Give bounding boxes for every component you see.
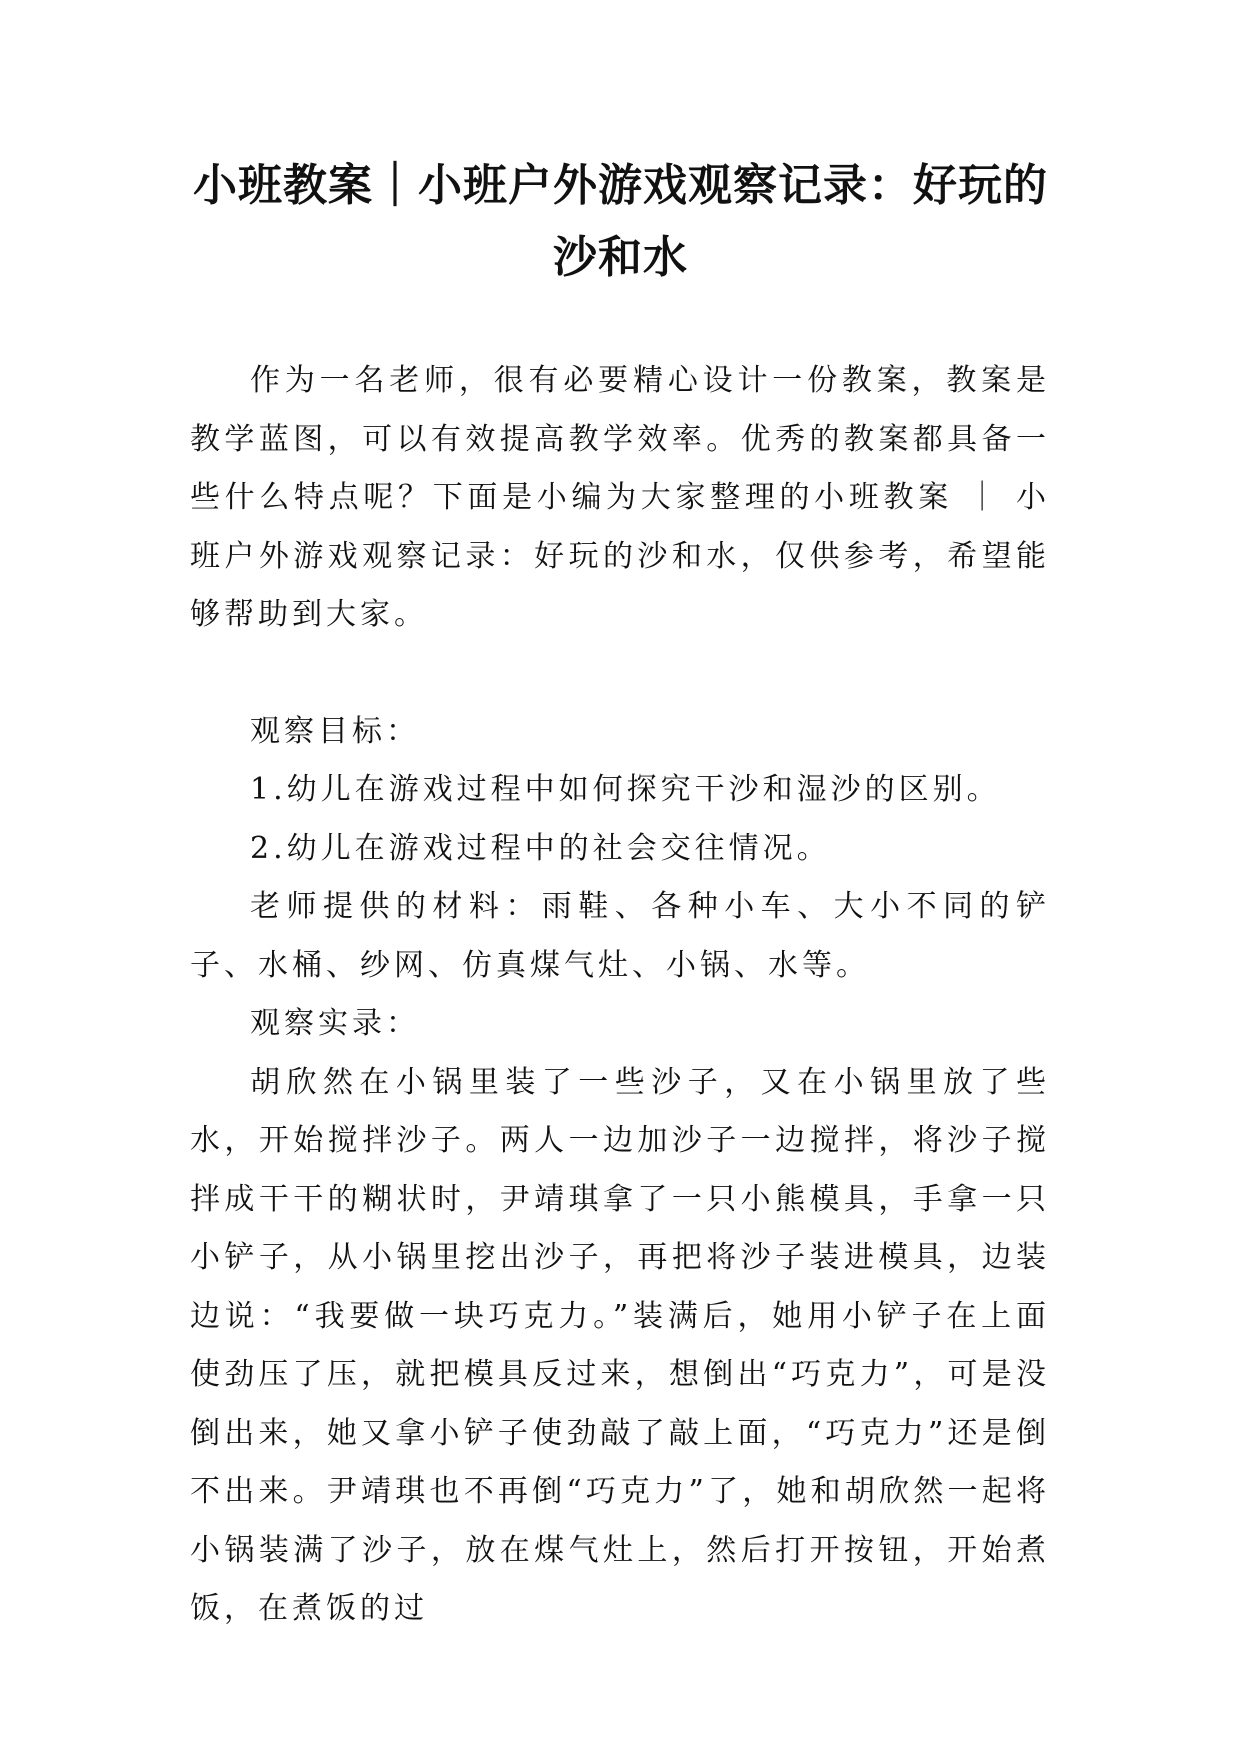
intro-paragraph: 作为一名老师，很有必要精心设计一份教案，教案是教学蓝图，可以有效提高教学效率。优秀的教案都具备一些什么特点呢？下面是小编为大家整理的小班教案 ｜ 小班户外游戏观察记录：好玩的沙和水，仅供参考，希望能够帮助到大家。: [190, 363, 1050, 632]
materials-paragraph: 老师提供的材料：雨鞋、各种小车、大小不同的铲子、水桶、纱网、仿真煤气灶、小锅、水等。: [190, 889, 1050, 983]
record-heading: 观察实录：: [250, 1006, 420, 1041]
title-line-1: 小班教案｜小班户外游戏观察记录：好玩的: [193, 160, 1048, 211]
record-paragraph: 胡欣然在小锅里装了一些沙子，又在小锅里放了些水，开始搅拌沙子。两人一边加沙子一边搅拌，将沙子搅拌成干干的糊状时，尹靖琪拿了一只小熊模具，手拿一只小铲子，从小锅里挖出沙子，再把将沙子装进模具，边装边说：“我要做一块巧克力。”装满后，她用小铲子在上面使劲压了压，就把模具反过来，想倒出“巧克力”，可是没倒出来，她又拿小铲子使劲敲了敲上面，“巧克力”还是倒不出来。尹靖琪也不再倒“巧克力”了，她和胡欣然一起将小锅装满了沙子，放在煤气灶上，然后打开按钮，开始煮饭，在煮饭的过: [190, 1064, 1050, 1626]
goal-item-2: 2.幼儿在游戏过程中的社会交往情况。: [250, 830, 831, 866]
title-line-2: 沙和水: [553, 232, 688, 283]
goal-heading: 观察目标：: [250, 713, 420, 749]
page-title: [160, 150, 1081, 294]
goal-item-1: 1.幼儿在游戏过程中如何探究干沙和湿沙的区别。: [250, 772, 1001, 807]
document-body: [190, 352, 1050, 1639]
